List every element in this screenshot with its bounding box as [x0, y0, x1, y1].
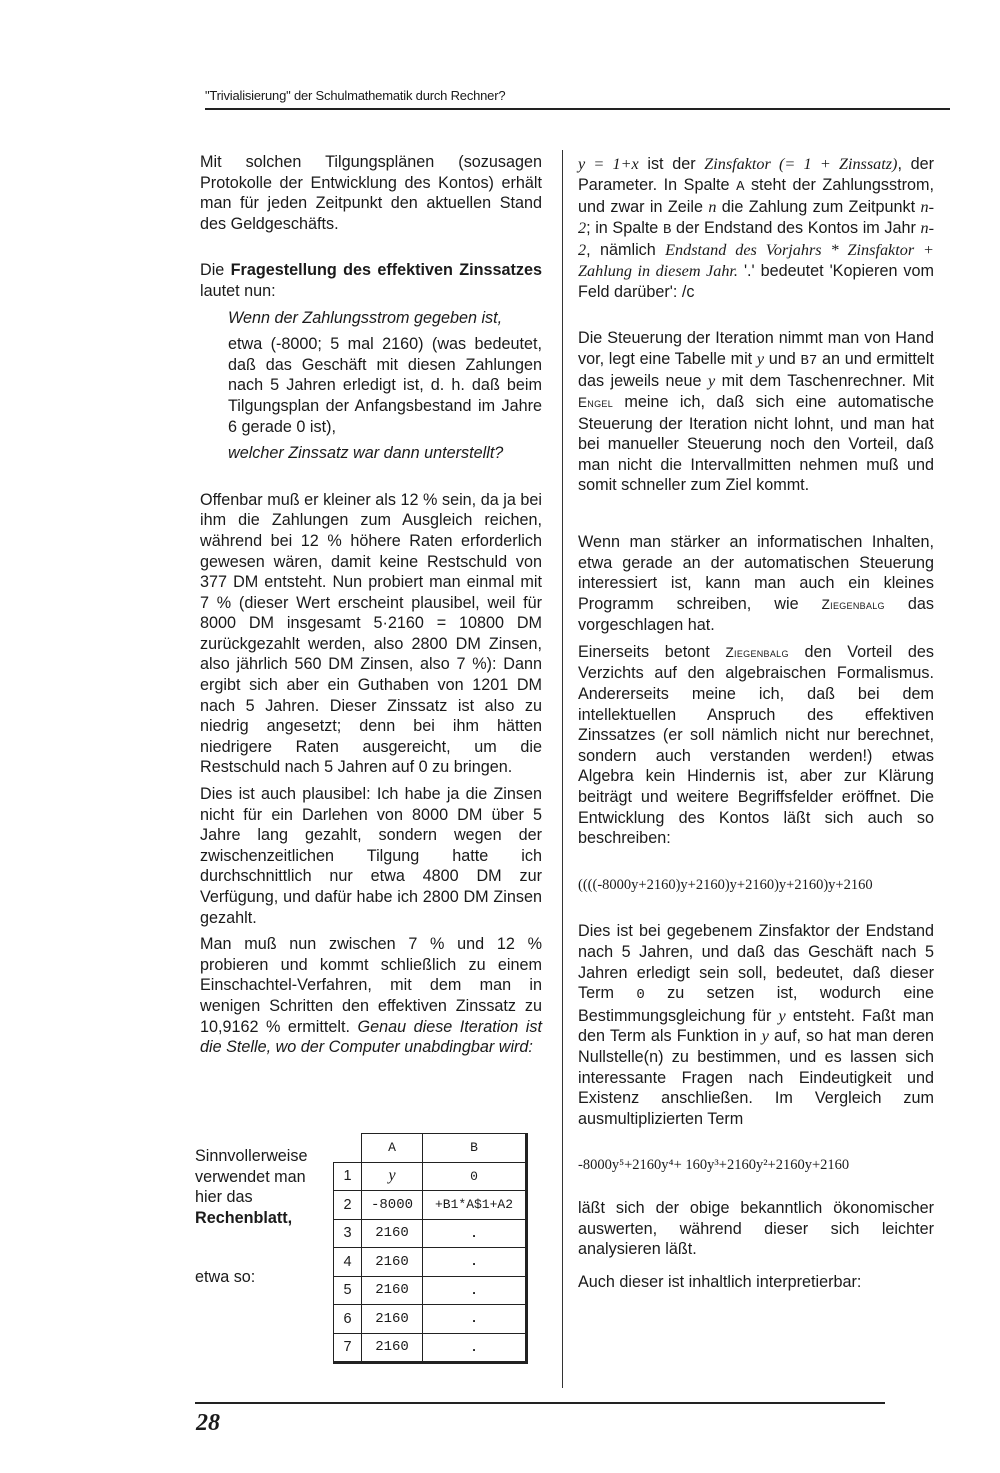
text: , der Parameter. In Spalte	[578, 155, 934, 194]
cell-a: 2160	[362, 1276, 423, 1305]
cell-a: 2160	[362, 1333, 423, 1363]
paragraph-steuerung	[578, 328, 934, 496]
formula-horner: ((((-8000y+2160)y+2160)y+2160)y+2160)y+2160	[578, 876, 873, 893]
table-row	[334, 1162, 527, 1191]
text: Die Steuerung der Iteration nimmt man von Hand vor, legt eine Tabelle mit	[578, 329, 934, 368]
page-number: 28	[196, 1410, 220, 1436]
corner-cell	[334, 1134, 362, 1163]
column-header-a: A	[362, 1134, 423, 1163]
text: '.' bedeutet 'Kopieren vom Feld darüber': /c	[578, 261, 934, 301]
row-number: 4	[334, 1248, 362, 1277]
spreadsheet-intro-2: etwa so:	[195, 1268, 256, 1286]
question-line-3: welcher Zinssatz war dann unterstellt?	[228, 444, 504, 463]
paragraph-einschachtel	[200, 934, 542, 1058]
cell-a: y	[362, 1162, 423, 1191]
paragraph-endstand	[578, 921, 934, 1129]
bold-term: Rechenblatt,	[195, 1208, 293, 1227]
cell-b: .	[423, 1248, 527, 1277]
code: 0	[636, 987, 645, 1004]
cell-a: -8000	[362, 1191, 423, 1220]
cell-a: 2160	[362, 1305, 423, 1334]
paragraph-interpretierbar: Auch dieser ist inhaltlich interpretierbar:	[578, 1272, 862, 1291]
table-row	[334, 1276, 527, 1305]
code: B7	[800, 352, 818, 369]
cell-a: 2160	[362, 1219, 423, 1248]
text: Wenn man stärker an informatischen Inhalten, etwa gerade an der automatischen Steuerung interessiert ist, kann man auch ein kleines Programm schreiben, wie	[578, 532, 934, 613]
code: A	[736, 178, 745, 195]
cell-b: .	[423, 1219, 527, 1248]
table-row	[334, 1305, 527, 1334]
spreadsheet-intro	[195, 1146, 325, 1228]
paragraph-einerseits	[578, 642, 934, 849]
footer-rule	[195, 1402, 885, 1404]
code: B	[662, 221, 672, 238]
text: Die	[200, 261, 231, 280]
header-rule	[205, 108, 950, 110]
text: , nämlich	[586, 241, 666, 260]
text: an und ermittelt das jeweils neue	[578, 349, 934, 391]
math: y	[756, 349, 765, 368]
question-line-2: etwa (-8000; 5 mal 2160) (was bedeutet, daß das Geschäft mit diesen Zahlungen nach 5 Jahren erledigt ist, d. h. daß beim Tilgungsplan der Anfangsbestand im Jahre 6 gerade 0 ist),	[228, 335, 542, 436]
italic-text: Genau diese Iteration ist die Stelle, wo der Computer unabdingbar wird:	[200, 1017, 542, 1057]
text: entsteht. Faßt man den Term als Funktion in	[578, 1006, 934, 1046]
text: ist der	[638, 155, 705, 173]
math: y	[707, 372, 716, 391]
right-column	[578, 154, 934, 1292]
author-name: Engel	[578, 394, 614, 410]
spreadsheet-table	[333, 1133, 528, 1364]
text: steht der Zahlungsstrom, und zwar in Zeile	[578, 175, 934, 217]
math: Endstand des Vorjahrs * Zinsfaktor + Zahlung in diesem Jahr.	[578, 241, 934, 280]
paragraph-oekonomisch: läßt sich der obige bekanntlich ökonomischer auswerten, während dieser sich leichter analysieren läßt.	[578, 1198, 934, 1259]
column-divider	[562, 150, 563, 1388]
row-number: 2	[334, 1191, 362, 1220]
table-row	[334, 1248, 527, 1277]
text: das vorgeschlagen hat.	[578, 594, 934, 635]
author-name: Ziegenbalg	[821, 596, 885, 612]
math: n-2	[578, 198, 934, 237]
text: der Endstand des Kontos im Jahr	[671, 218, 921, 237]
question-line-1: Wenn der Zahlungsstrom gegeben ist,	[228, 308, 503, 327]
row-number: 3	[334, 1219, 362, 1248]
text: mit dem Taschenrechner. Mit	[715, 372, 934, 391]
text: ; in Spalte	[586, 218, 663, 237]
running-header: "Trivialisierung" der Schulmathematik durch Rechner?	[205, 88, 506, 103]
left-column	[200, 152, 542, 1058]
bold-term: Fragestellung des effektiven Zinssatzes	[230, 261, 542, 280]
math: y	[778, 1006, 786, 1025]
row-number: 7	[334, 1333, 362, 1363]
paragraph-informatik	[578, 532, 934, 636]
cell-b: .	[423, 1276, 527, 1305]
paragraph-plausibel: Dies ist auch plausibel: Ich habe ja die Zinsen nicht für ein Darlehen von 8000 DM über 5 Jahre lang gezahlt, sondern wegen der zwischenzeitlichen Tilgung hatte ich durchschnittlich nur etwa 4800 DM zur Verfügung, und dafür habe ich 2800 DM Zinsen gezahlt.	[200, 785, 542, 927]
column-header-b: B	[423, 1134, 527, 1163]
text: Sinnvollerweise verwendet man hier das	[195, 1147, 308, 1206]
cell-b: .	[423, 1333, 527, 1363]
table-row	[334, 1333, 527, 1363]
table-header-row	[334, 1134, 527, 1163]
row-number: 1	[334, 1162, 362, 1191]
math: Zinsfaktor (= 1 + Zinssatz)	[704, 155, 898, 173]
paragraph-tilgungsplaene: Mit solchen Tilgungsplänen (sozusagen Protokolle der Entwicklung des Kontos) erhält man für jeden Zeitpunkt den aktuellen Stand des Geldgeschäfts.	[200, 153, 542, 233]
row-number: 5	[334, 1276, 362, 1305]
cell-b: .	[423, 1305, 527, 1334]
text: lautet nun:	[200, 281, 276, 300]
math: n	[708, 198, 717, 217]
cell-a: 2160	[362, 1248, 423, 1277]
text: die Zahlung zum Zeitpunkt	[716, 198, 921, 217]
text: meine ich, daß sich eine automatische Steuerung der Iteration nicht lohnt, und man hat bei manueller Steuerung noch den Vorteil, daß man nicht die Intervallmitten nehmen muß und somit schneller zum Ziel kommt.	[578, 392, 934, 495]
table-row	[334, 1191, 527, 1220]
cell-b: 0	[423, 1162, 527, 1191]
author-name: Ziegenbalg	[725, 644, 789, 660]
row-number: 6	[334, 1305, 362, 1334]
paragraph-offenbar: Offenbar muß er kleiner als 12 % sein, da ja bei ihm die Zahlungen zum Ausgleich reichen, während bei 12 % höhere Raten erforderlich gewesen wären, damit keine Restschuld von 377 DM entsteht. Nun probiert man einmal mit 7 % (dieser Wert erscheint plausibel, weil für 8000 DM insgesamt 5·2160 = 10800 DM zurückgezahlt werden, also 2800 DM Zinsen, also jährlich 560 DM Zinsen, also 7 %): Dann ergibt sich aber ein Guthaben von 1201 DM nach 5 Jahren. Dieser Zinssatz ist also zu niedrig angesetzt; denn bei ihm hätten niedrigere Raten ausgereicht, um die Restschuld nach 5 Jahren auf 0 zu bringen.	[200, 490, 542, 777]
paragraph-zinsfaktor	[578, 154, 934, 302]
math: y = 1+x	[578, 155, 639, 173]
math: y	[761, 1027, 769, 1046]
math: n-2	[578, 218, 934, 260]
text: Man muß nun zwischen 7 % und 12 % probieren und kommt schließlich zu einem Einschachtel-Verfahren, mit dem man in wenigen Schritten den effektiven Zinssatz zu 10,9162 % ermittelt.	[200, 935, 542, 1036]
text: und	[764, 349, 801, 368]
formula-expanded: -8000y⁵+2160y⁴+ 160y³+2160y²+2160y+2160	[578, 1157, 850, 1174]
text: Einerseits betont	[578, 642, 726, 661]
table-row	[334, 1219, 527, 1248]
text: zu setzen ist, wodurch eine Bestimmungsgleichung für	[578, 984, 934, 1025]
text: Dies ist bei gegebenem Zinsfaktor der Endstand nach 5 Jahren, und daß das Geschäft nach 5 Jahren erledigt sein soll, bedeutet, daß dieser Term	[578, 922, 934, 1003]
cell-b: +B1*A$1+A2	[423, 1191, 527, 1220]
text: den Vorteil des Verzichts auf den algebraischen Formalismus. Andererseits meine ich, daß bei dem intellektuellen Anspruch des effektiven Zinssatzes (er soll nämlich nicht nur berechnet, sondern auch verstanden werden!) etwas Algebra kein Hindernis ist, aber zur Klärung beiträgt und weitere Begriffsfelder eröffnet. Die Entwicklung des Kontos läßt sich auch so beschreiben:	[578, 642, 934, 848]
text: auf, so hat man deren Nullstelle(n) zu bestimmen, und es lassen sich interessante Fragen nach Eindeutigkeit und Existenz anschließen. Im Vergleich zum ausmultiplizierten Term	[578, 1027, 934, 1128]
paragraph-fragestellung	[200, 260, 542, 301]
